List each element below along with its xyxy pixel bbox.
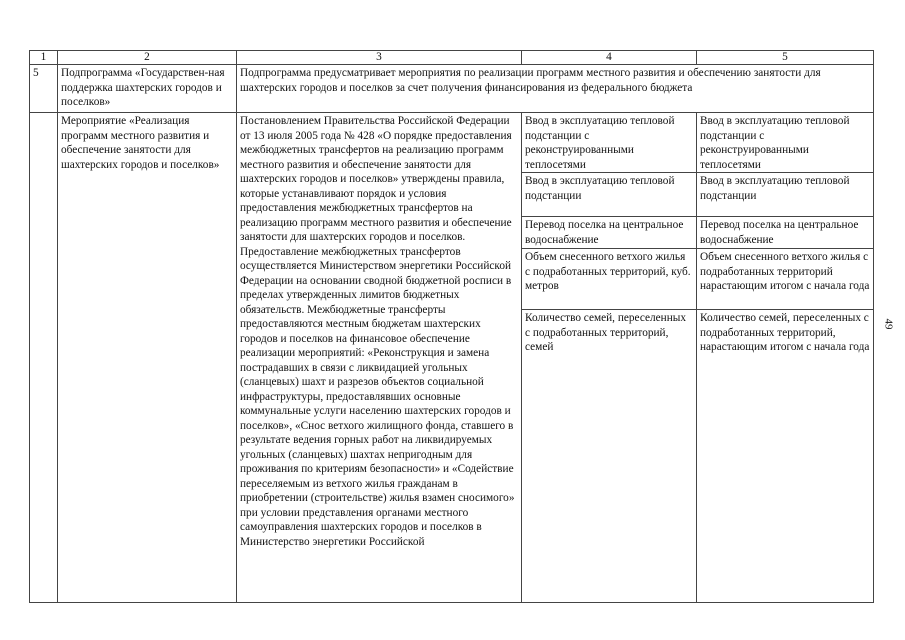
header-col-4: 4 [522,51,697,65]
table-row [30,113,874,603]
indicators-column [522,113,697,603]
page-number: 49 [882,318,895,330]
measure-name: Мероприятие «Реализация программ местного развития и обеспечение занятости для шахтерских городов и поселков» [58,113,237,603]
indicator-cell: Перевод поселка на центральное водоснабжение [522,217,696,249]
indicators-cumulative-column [697,113,874,603]
indicator-cell: Ввод в эксплуатацию тепловой подстанции с реконструированными теплосетями [522,113,696,173]
program-table [29,50,874,603]
indicator-cell: Объем снесенного ветхого жилья с подработанных территорий нарастающим итогом с начала года [697,249,873,310]
header-col-3: 3 [237,51,522,65]
indicator-cell: Ввод в эксплуатацию тепловой подстанции с реконструированными теплосетями [697,113,873,173]
indicator-cell: Перевод поселка на центральное водоснабжение [697,217,873,249]
subprogram-name: Подпрограмма «Государствен-ная поддержка шахтерских городов и поселков» [58,65,237,113]
header-col-5: 5 [697,51,874,65]
indicator-cell: Ввод в эксплуатацию тепловой подстанции [522,173,696,217]
header-col-2: 2 [58,51,237,65]
indicator-cell: Ввод в эксплуатацию тепловой подстанции [697,173,873,217]
header-row [30,51,874,65]
indicator-cell: Количество семей, переселенных с подработанных территорий, семей [525,312,686,353]
indicator-cell: Объем снесенного ветхого жилья с подработанных территорий, куб. метров [522,249,696,310]
header-col-1: 1 [30,51,58,65]
table-row [30,65,874,113]
indicator-cell: Количество семей, переселенных с подработанных территорий, нарастающим итогом с начала года [700,312,870,353]
empty-cell [30,113,58,603]
subprogram-description: Подпрограмма предусматривает мероприятия по реализации программ местного развития и обеспечению занятости для шахтерских городов и поселков за счет получения финансирования из федерального бюджета [237,65,874,113]
measure-description: Постановлением Правительства Российской Федерации от 13 июля 2005 года № 428 «О порядке предоставления межбюджетных трансфертов на реализацию программ местного развития и обеспечение занятости для шахтерских городов и поселков» утверждены правила, которые устанавливают порядок и условия предоставления межбюджетных трансфертов на реализацию программ местного развития и обеспечение занятости для шахтерских городов и поселков. Предоставление межбюджетных трансфертов осуществляется Министерством энергетики Российской Федерации на основании сводной бюджетной росписи в пределах утвержденных лимитов бюджетных обязательств. Межбюджетные трансферты предоставляются местным бюджетам шахтерских городов и поселков на финансовое обеспечение реализации мероприятий: «Реконструкция и замена пострадавших в связи с ликвидацией угольных (сланцевых) шахт и разрезов объектов социальной инфраструктуры, предоставлявших основные коммунальные услуги населению шахтерских городов и поселков», «Снос ветхого жилищного фонда, ставшего в результате ведения горных работ на ликвидируемых угольных (сланцевых) шахтах непригодным для проживания по критериям безопасности» и «Содействие переселяемым из ветхого жилья гражданам в приобретении (строительстве) жилья взамен сносимого» при условии представления органами местного самоуправления шахтерских городов и поселков в Министерство энергетики Российской [237,113,522,603]
row-number: 5 [30,65,58,113]
